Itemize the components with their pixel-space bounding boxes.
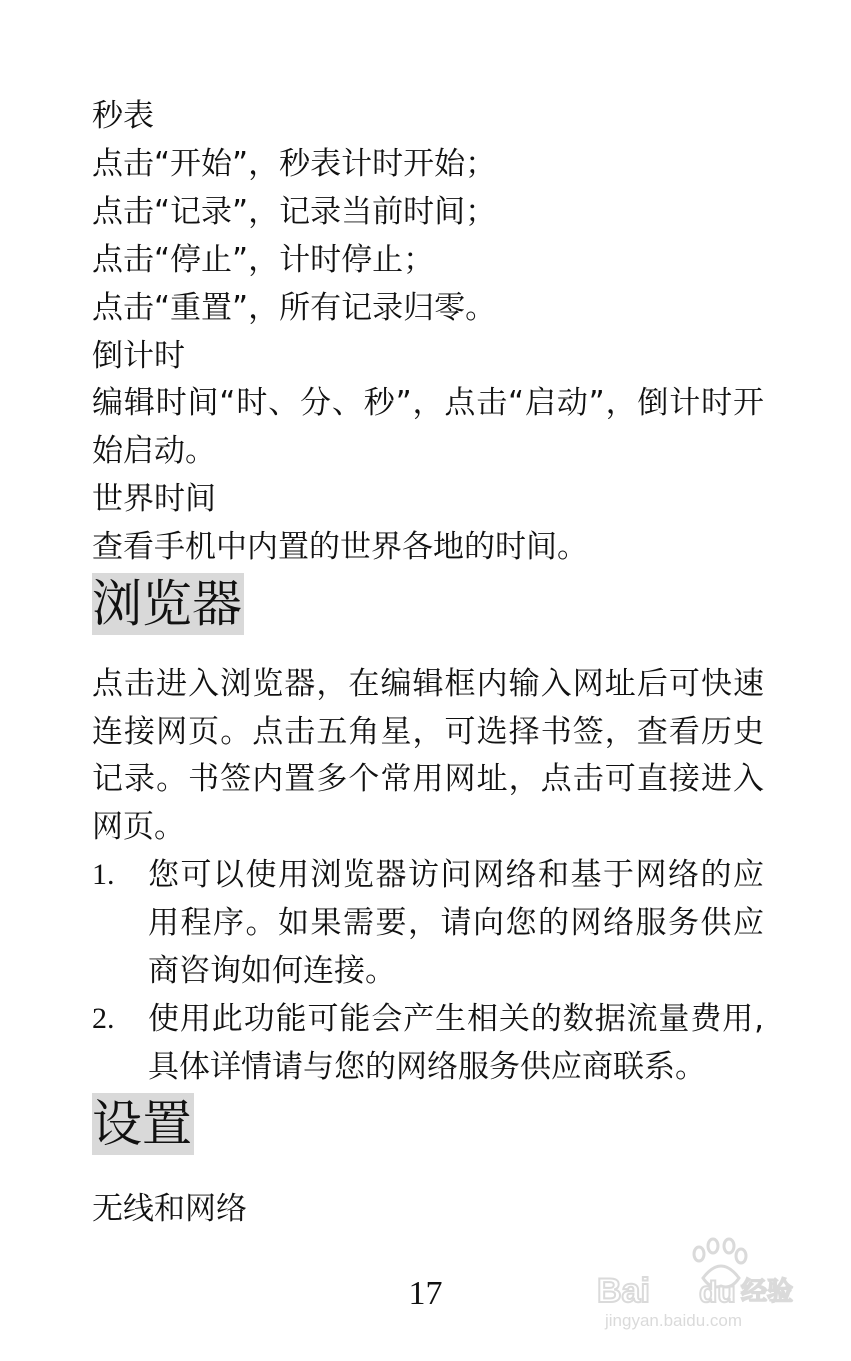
page-number: 17 <box>408 1275 443 1312</box>
countdown-text: 编辑时间“时、分、秒”，点击“启动”，倒计时开始启动。 <box>92 385 764 469</box>
browser-section-title: 浏览器 <box>92 575 242 633</box>
list-item <box>92 851 764 995</box>
watermark-url: jingyan.baidu.com <box>605 1311 743 1330</box>
browser-intro: 点击进入浏览器，在编辑框内输入网址后可快速连接网页。点击五角星，可选择书签，查看历史记录。书签内置多个常用网址，点击可直接进入网页。 <box>92 666 764 845</box>
baidu-jingyan-watermark <box>591 1232 801 1332</box>
stopwatch-line-stop: 点击“停止”，计时停止； <box>92 242 435 278</box>
list-item-number: 1. <box>92 858 115 891</box>
list-item-text: 使用此功能可能会产生相关的数据流量费用,具体详情请与您的网络服务供应商联系。 <box>148 1001 764 1085</box>
browser-notes-list <box>92 851 764 1091</box>
world-time-heading: 世界时间 <box>92 481 216 517</box>
countdown-heading: 倒计时 <box>92 338 185 374</box>
svg-text:Bai: Bai <box>597 1272 650 1310</box>
world-time-text: 查看手机中内置的世界各地的时间。 <box>92 529 588 565</box>
svg-text:经验: 经验 <box>741 1277 794 1307</box>
list-item-text: 您可以使用浏览器访问网络和基于网络的应用程序。如果需要，请向您的网络服务供应商咨询如何连接。 <box>148 857 764 989</box>
svg-text:du: du <box>699 1276 736 1309</box>
list-item <box>92 995 764 1091</box>
list-item-number: 2. <box>92 1002 115 1035</box>
settings-section-title: 设置 <box>92 1095 192 1153</box>
stopwatch-heading: 秒表 <box>92 98 154 134</box>
settings-subheading: 无线和网络 <box>92 1191 247 1227</box>
stopwatch-line-reset: 点击“重置”，所有记录归零。 <box>92 290 497 326</box>
stopwatch-line-record: 点击“记录”，记录当前时间； <box>92 194 497 230</box>
document-page <box>92 92 764 1233</box>
stopwatch-line-start: 点击“开始”，秒表计时开始； <box>92 146 497 182</box>
